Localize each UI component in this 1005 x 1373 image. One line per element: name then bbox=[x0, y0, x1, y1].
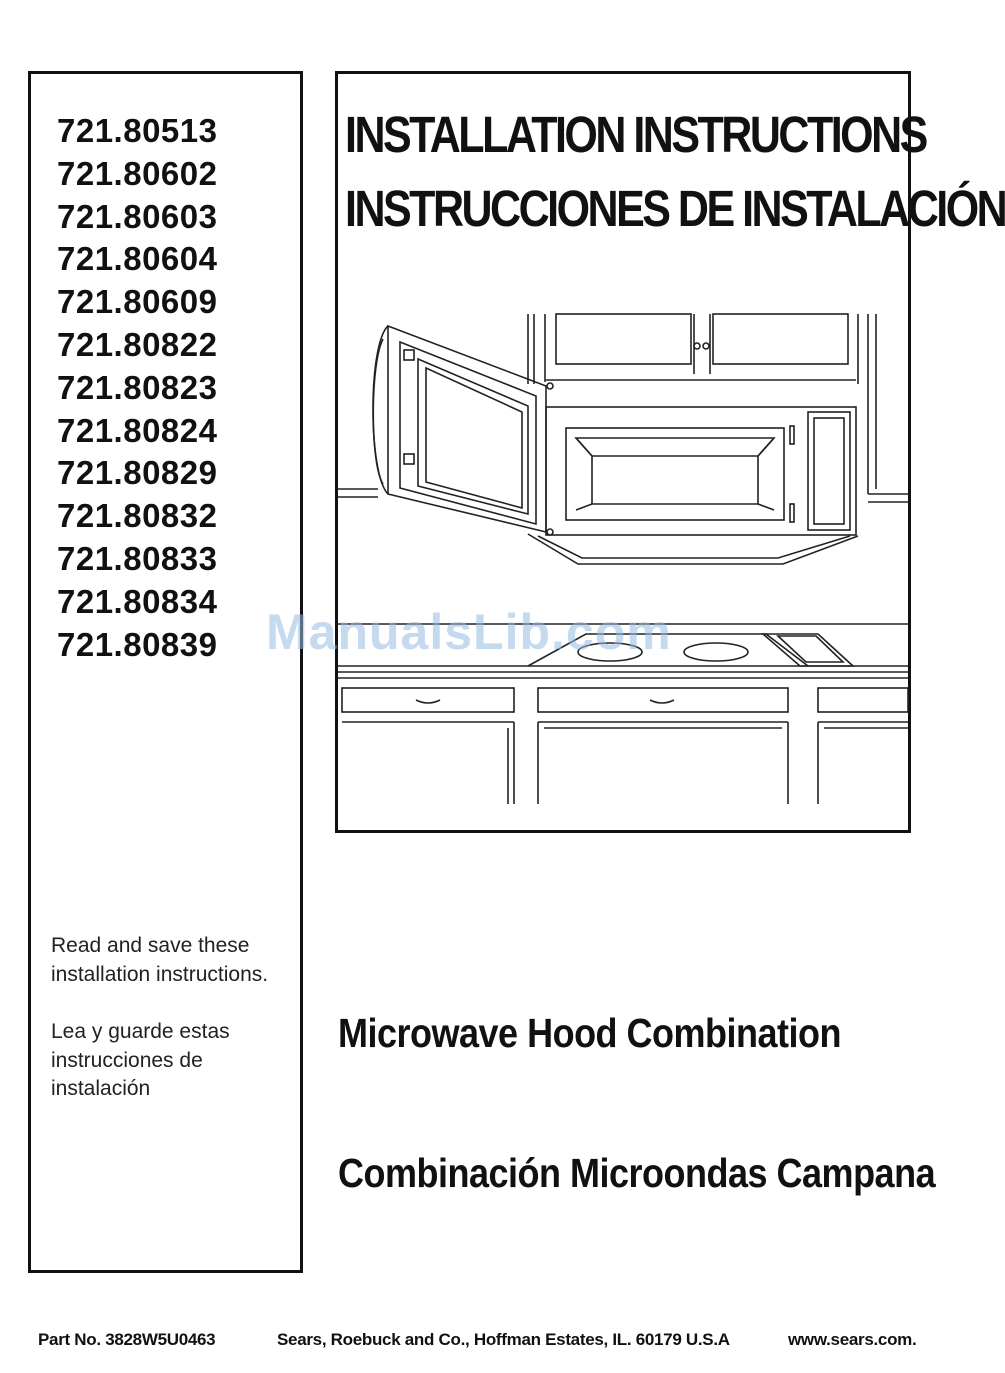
part-number: Part No. 3828W5U0463 bbox=[38, 1330, 216, 1349]
model-number: 721.80834 bbox=[57, 582, 218, 620]
model-number: 721.80602 bbox=[57, 154, 218, 192]
model-number: 721.80513 bbox=[57, 112, 218, 149]
model-number: 721.80833 bbox=[57, 539, 218, 577]
note-line: Lea y guarde estas bbox=[51, 1020, 230, 1043]
title-english: INSTALLATION INSTRUCTIONS bbox=[345, 107, 926, 164]
note-line: Read and save these bbox=[51, 934, 250, 957]
model-number: 721.80603 bbox=[57, 197, 218, 235]
website-link[interactable]: www.sears.com. bbox=[788, 1330, 917, 1349]
model-number: 721.80609 bbox=[57, 283, 218, 321]
cover-illustration-panel bbox=[335, 71, 1005, 833]
watermark: ManualsLib.com bbox=[266, 604, 672, 660]
model-number: 721.80829 bbox=[57, 454, 218, 492]
note-line: instalación bbox=[51, 1077, 151, 1100]
model-number: 721.80604 bbox=[57, 240, 218, 278]
model-number: 721.80824 bbox=[57, 411, 218, 449]
model-number-list bbox=[57, 110, 218, 666]
model-number: 721.80832 bbox=[57, 497, 218, 535]
note-line: instrucciones de bbox=[51, 1048, 203, 1072]
model-number: 721.80822 bbox=[57, 325, 218, 363]
company-address: Sears, Roebuck and Co., Hoffman Estates, IL. 60179 U.S.A bbox=[277, 1330, 730, 1349]
model-list-panel bbox=[28, 71, 303, 1273]
note-line: installation instructions. bbox=[51, 962, 269, 986]
title-spanish: INSTRUCCIONES DE INSTALACIÓN bbox=[345, 181, 1005, 238]
model-number: 721.80839 bbox=[57, 625, 218, 663]
product-name-spanish: Combinación Microondas Campana bbox=[338, 1150, 936, 1196]
save-instructions-note-es bbox=[51, 1018, 230, 1104]
save-instructions-note-en bbox=[51, 932, 268, 989]
product-name-english: Microwave Hood Combination bbox=[338, 1010, 842, 1056]
model-number: 721.80823 bbox=[57, 368, 218, 406]
microwave-kitchen-illustration bbox=[338, 304, 908, 834]
